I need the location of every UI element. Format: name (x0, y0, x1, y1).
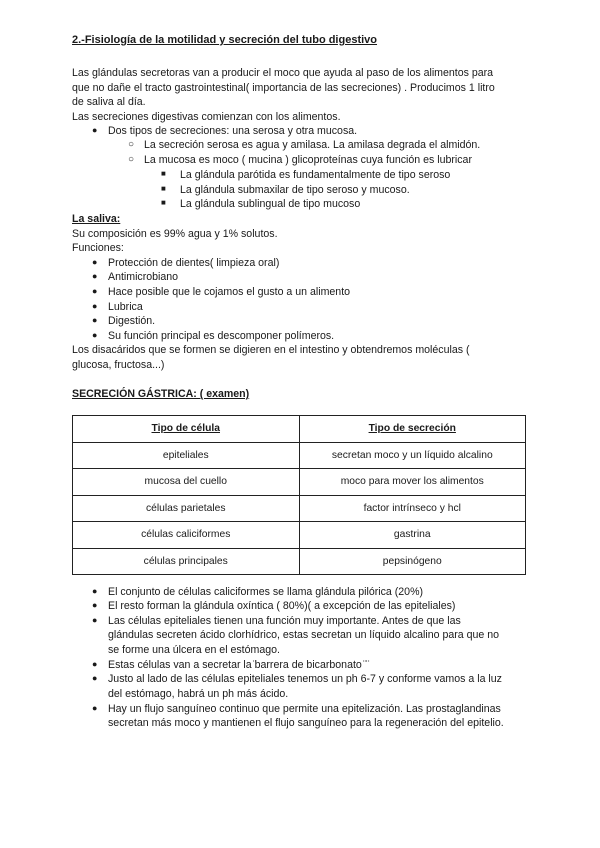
note-line: El conjunto de células caliciformes se llama glándula pilórica (20%) (108, 586, 424, 598)
bullet-square-icon: ■ (161, 169, 166, 178)
bullet-square-icon: ■ (161, 184, 166, 193)
note-line: se forme una úlcera en el estómago. (108, 644, 280, 656)
table-cell: pepsinógeno (299, 548, 526, 575)
bullet-dot-icon: ● (92, 659, 98, 669)
bullet-dot-icon: ● (92, 703, 98, 713)
gland-item: La glándula submaxilar de tipo seroso y mucoso. (180, 184, 410, 196)
table-row (73, 522, 526, 549)
table-cell: gastrina (299, 522, 526, 549)
bullet-dot-icon: ● (92, 301, 98, 311)
column-header-cell-type: Tipo de célula (73, 416, 300, 443)
intro-line-1: Las glándulas secretoras van a producir el moco que ayuda al paso de los alimentos para (72, 67, 494, 79)
note-line: El resto forman la glándula oxíntica ( 80%)( a excepción de las epiteliales) (108, 600, 456, 612)
table-cell: moco para mover los alimentos (299, 469, 526, 496)
function-item: Hace posible que le cojamos el gusto a un alimento (108, 286, 351, 298)
table-cell: secretan moco y un líquido alcalino (299, 442, 526, 469)
function-item: Antimicrobiano (108, 271, 179, 283)
disaccharides-line-2: glucosa, fructosa...) (72, 359, 165, 371)
gastric-heading: SECRECIÓN GÁSTRICA: ( examen) (72, 388, 250, 400)
secretions-mucosa: La mucosa es moco ( mucina ) glicoproteínas cuya función es lubricar (144, 154, 472, 166)
intro-line-3: de saliva al día. (72, 96, 146, 108)
note-line: glándulas secreten ácido clorhídrico, estas secretan un líquido alcalino para que no (108, 629, 500, 641)
bullet-dot-icon: ● (92, 673, 98, 683)
saliva-functions-label: Funciones: (72, 242, 124, 254)
function-item: Su función principal es descomponer polímeros. (108, 330, 335, 342)
function-item: Protección de dientes( limpieza oral) (108, 257, 280, 269)
table-row (73, 442, 526, 469)
bullet-dot-icon: ● (92, 257, 98, 267)
intro-line-2: que no dañe el tracto gastrointestinal( importancia de las secreciones) . Producimos 1 litro (72, 82, 495, 94)
table-cell: epiteliales (73, 442, 300, 469)
bullet-dot-icon: ● (92, 271, 98, 281)
gland-item: La glándula parótida es fundamentalmente de tipo seroso (180, 169, 451, 181)
note-line: Justo al lado de las células epiteliales tenemos un ph 6-7 y conforme vamos a la luz (108, 673, 502, 685)
page-title: 2.-Fisiología de la motilidad y secreción del tubo digestivo (72, 34, 378, 46)
table-row (73, 469, 526, 496)
bullet-dot-icon: ● (92, 586, 98, 596)
bullet-circle-icon: ○ (128, 139, 135, 150)
secretions-main: Dos tipos de secreciones: una serosa y otra mucosa. (108, 125, 358, 137)
bullet-dot-icon: ● (92, 600, 98, 610)
bullet-dot-icon: ● (92, 615, 98, 625)
note-line: del estómago, habrá un ph más ácido. (108, 688, 289, 700)
gland-item: La glándula sublingual de tipo mucoso (180, 198, 361, 210)
note-line: Estas células van a secretar la ̈barrera de bicarbonato ̈ ̈ (108, 659, 368, 671)
note-line: secretan más moco y mantienen el flujo sanguíneo para la regeneración del epitelio. (108, 717, 504, 729)
secretions-serosa: La secreción serosa es agua y amilasa. La amilasa degrada el almidón. (144, 139, 481, 151)
bullet-dot-icon: ● (92, 315, 98, 325)
disaccharides-line-1: Los disacáridos que se formen se digieren en el intestino y obtendremos moléculas ( (72, 344, 470, 356)
bullet-circle-icon: ○ (128, 154, 135, 165)
table-row (73, 548, 526, 575)
bullet-square-icon: ■ (161, 198, 166, 207)
table-cell: células caliciformes (73, 522, 300, 549)
saliva-heading: La saliva: (72, 213, 121, 225)
note-line: Hay un flujo sanguíneo continuo que permite una epitelización. Las prostaglandinas (108, 703, 501, 715)
function-item: Digestión. (108, 315, 156, 327)
function-item: Lubrica (108, 301, 143, 313)
column-header-secretion-type: Tipo de secreción (299, 416, 526, 443)
bullet-dot-icon: ● (92, 286, 98, 296)
table-cell: células principales (73, 548, 300, 575)
cell-secretion-table (72, 415, 526, 575)
table-row (73, 495, 526, 522)
table-cell: mucosa del cuello (73, 469, 300, 496)
bullet-dot-icon: ● (92, 125, 98, 135)
intro-line-4: Las secreciones digestivas comienzan con los alimentos. (72, 111, 341, 123)
table-cell: células parietales (73, 495, 300, 522)
table-cell: factor intrínseco y hcl (299, 495, 526, 522)
bullet-dot-icon: ● (92, 330, 98, 340)
saliva-composition: Su composición es 99% agua y 1% solutos. (72, 228, 278, 240)
note-line: Las células epiteliales tienen una función muy importante. Antes de que las (108, 615, 461, 627)
table-header-row (73, 416, 526, 443)
